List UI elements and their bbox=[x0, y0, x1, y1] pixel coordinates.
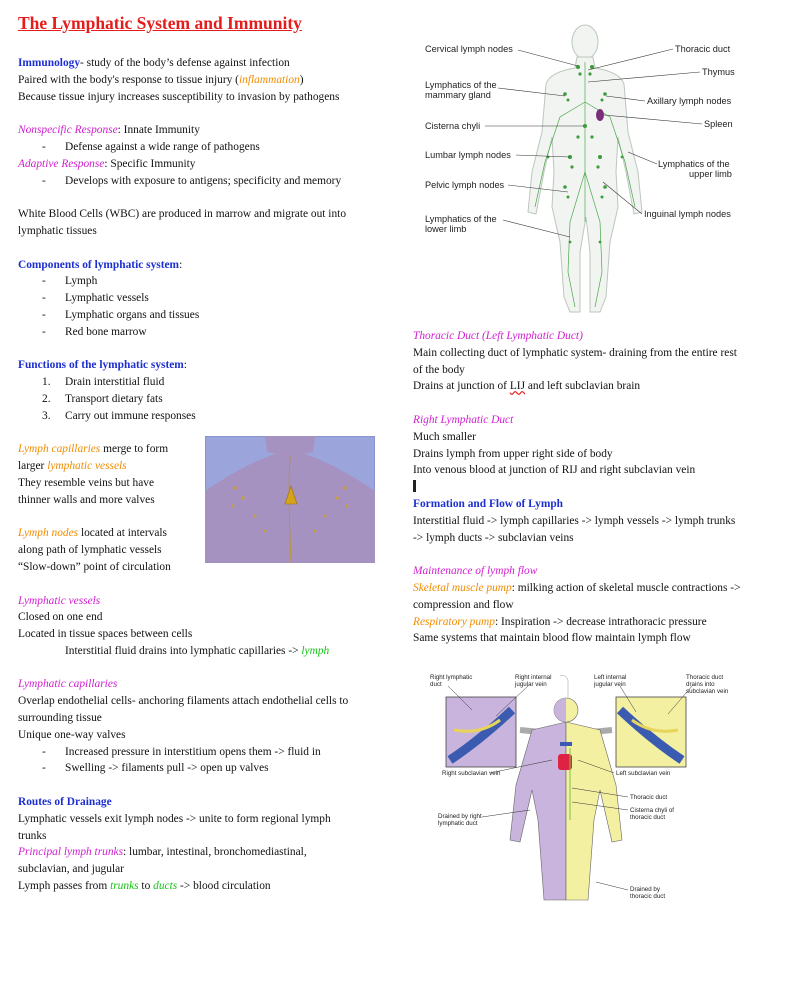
fig1-label: Lymphatics of the bbox=[425, 80, 497, 90]
fig3-label: subclavian vein bbox=[686, 688, 729, 695]
colon: : bbox=[179, 258, 183, 271]
fig1-label: Pelvic lymph nodes bbox=[425, 180, 505, 190]
fig3-label: drains into bbox=[686, 681, 715, 688]
bullet-marker: - bbox=[42, 275, 46, 288]
fig1-label: Inguinal lymph nodes bbox=[644, 209, 731, 219]
routes-l4: subclavian, and jugular bbox=[18, 863, 124, 876]
list-number: 3. bbox=[42, 409, 51, 422]
routes-l5-pre: Lymph passes from bbox=[18, 880, 111, 893]
nonspecific-term: Nonspecific Response bbox=[18, 124, 118, 137]
adaptive-line bbox=[18, 156, 388, 173]
fig3-label: lymphatic duct bbox=[438, 820, 478, 827]
list-number: 1. bbox=[42, 376, 51, 389]
page-title-block bbox=[18, 12, 302, 34]
function-item-text: Transport dietary fats bbox=[65, 392, 163, 405]
routes-l5-mid: to bbox=[138, 880, 154, 893]
rld-l1: Much smaller bbox=[413, 430, 476, 443]
thoracic-l3 bbox=[413, 378, 783, 395]
lcap-b1-text: Increased pressure in interstitium opens them -> fluid in bbox=[65, 745, 321, 758]
nodes-l3: “Slow-down” point of circulation bbox=[18, 560, 171, 573]
component-item-text: Red bone marrow bbox=[65, 325, 147, 338]
maint-p3: : Inspiration -> decrease intrathoracic pressure bbox=[494, 615, 707, 628]
lcap-l3: Unique one-way valves bbox=[18, 728, 126, 741]
component-item-text: Lymphatic organs and tissues bbox=[65, 308, 200, 321]
functions-heading bbox=[18, 357, 388, 374]
fig3-label: jugular vein bbox=[594, 681, 626, 688]
cap-p1: merge to form bbox=[100, 443, 169, 456]
fig3-label: thoracic duct bbox=[630, 814, 666, 821]
immunology-line bbox=[18, 55, 388, 72]
fig1-label: mammary gland bbox=[425, 90, 491, 100]
maint-l3 bbox=[413, 614, 783, 631]
bullet-marker: - bbox=[42, 140, 46, 153]
rld-heading: Right Lymphatic Duct bbox=[413, 413, 514, 426]
fig3-label: Right subclavian vein bbox=[442, 770, 501, 777]
vessels-l3 bbox=[18, 643, 388, 660]
nodes-p1: located at intervals bbox=[78, 527, 167, 540]
function-item-text: Drain interstitial fluid bbox=[65, 376, 165, 389]
fig1-label: Spleen bbox=[704, 119, 733, 129]
inflammation-term: inflammation bbox=[238, 73, 300, 86]
bullet-marker: - bbox=[42, 174, 46, 187]
bullet-marker: - bbox=[42, 745, 46, 758]
components-heading-text: Components of lymphatic system bbox=[18, 258, 180, 271]
fig3-label: Thoracic duct bbox=[686, 674, 724, 681]
text-cursor-line bbox=[413, 479, 783, 496]
bullet-marker: - bbox=[42, 762, 46, 775]
fig3-label: Drained by bbox=[630, 886, 660, 893]
vessels-l3-pre: Interstitial fluid drains into lymphatic capillaries -> bbox=[65, 644, 302, 657]
maint-l4: Same systems that maintain blood flow maintain lymph flow bbox=[413, 632, 691, 645]
adaptive-def: : Specific Immunity bbox=[104, 157, 196, 170]
imm-l2-post: ) bbox=[299, 73, 304, 86]
function-item bbox=[18, 391, 388, 408]
fig3-label: Cisterna chyli of bbox=[630, 807, 675, 814]
ducts-term: ducts bbox=[153, 880, 178, 893]
fig1-label: Lumbar lymph nodes bbox=[425, 150, 511, 160]
chest-lymph-image bbox=[205, 436, 375, 563]
text-cursor-icon bbox=[413, 480, 416, 492]
routes-l5 bbox=[18, 878, 388, 895]
capillaries-intro-l3: They resemble veins but have bbox=[18, 476, 155, 489]
immunology-line3: Because tissue injury increases susceptibility to invasion by pathogens bbox=[18, 90, 340, 103]
bullet-marker: - bbox=[42, 325, 46, 338]
cap-p2: larger bbox=[18, 460, 48, 473]
fig3-label: Right internal bbox=[515, 674, 552, 681]
routes-heading: Routes of Drainage bbox=[18, 796, 112, 809]
thoracic-l1: Main collecting duct of lymphatic system- draining from the entire rest bbox=[413, 346, 737, 359]
fig1-label: Cisterna chyli bbox=[425, 121, 481, 131]
lcap-b2-text: Swelling -> filaments pull -> open up valves bbox=[65, 762, 269, 775]
lcap-bullet2 bbox=[18, 760, 388, 777]
adaptive-bullet-text: Develops with exposure to antigens; specificity and memory bbox=[65, 174, 342, 187]
maint-p1: : milking action of skeletal muscle contractions -> bbox=[511, 581, 741, 594]
nonspecific-line bbox=[18, 122, 388, 139]
component-item bbox=[18, 273, 388, 290]
fig3-label: Right lymphatic bbox=[430, 674, 473, 681]
function-item bbox=[18, 374, 388, 391]
function-item-text: Carry out immune responses bbox=[65, 409, 196, 422]
flow-l2: -> lymph ducts -> subclavian veins bbox=[413, 531, 574, 544]
routes-l5-post: -> blood circulation bbox=[177, 880, 271, 893]
lij-abbrev: LIJ bbox=[509, 380, 525, 393]
flow-heading: Formation and Flow of Lymph bbox=[413, 497, 563, 510]
functions-heading-text: Functions of the lymphatic system bbox=[18, 359, 184, 372]
lymph-capillaries-term: Lymph capillaries bbox=[18, 443, 101, 456]
fig1-label: Lymphatics of the bbox=[425, 214, 497, 224]
routes-l1: Lymphatic vessels exit lymph nodes -> unite to form regional lymph bbox=[18, 812, 331, 825]
component-item-text: Lymph bbox=[65, 275, 98, 288]
drainage-figure bbox=[420, 670, 790, 905]
components-heading bbox=[18, 257, 388, 274]
thoracic-heading: Thoracic Duct (Left Lymphatic Duct) bbox=[413, 330, 583, 342]
lcap-l2: surrounding tissue bbox=[18, 712, 102, 725]
functions-list bbox=[18, 374, 388, 424]
component-item bbox=[18, 307, 388, 324]
respiratory-pump-term: Respiratory pump bbox=[413, 615, 495, 628]
list-number: 2. bbox=[42, 392, 51, 405]
flow-l1: Interstitial fluid -> lymph capillaries -> lymph vessels -> lymph trunks bbox=[413, 514, 736, 527]
vessels-heading: Lymphatic vessels bbox=[18, 594, 101, 607]
nonspecific-bullet bbox=[18, 139, 388, 156]
imm-l2-pre: Paired with the body's response to tissue injury ( bbox=[18, 73, 239, 86]
maint-l2: compression and flow bbox=[413, 598, 514, 611]
fig1-label: Cervical lymph nodes bbox=[425, 44, 513, 54]
fig3-label: Drained by right bbox=[438, 813, 482, 820]
right-column bbox=[413, 328, 783, 647]
capillaries-intro-l4: thinner walls and more valves bbox=[18, 493, 155, 506]
fig1-label: upper limb bbox=[689, 169, 732, 179]
nonspecific-def: : Innate Immunity bbox=[117, 124, 200, 137]
nodes-l2: along path of lymphatic vessels bbox=[18, 544, 162, 557]
vessels-l1: Closed on one end bbox=[18, 611, 103, 624]
fig3-label: thoracic duct bbox=[630, 893, 666, 900]
drainage-diagram bbox=[420, 670, 790, 905]
rld-l3: Into venous blood at junction of RIJ and right subclavian vein bbox=[413, 464, 696, 477]
principal-trunks-term: Principal lymph trunks bbox=[18, 846, 124, 859]
adaptive-term: Adaptive Response bbox=[18, 157, 105, 170]
maint-l1 bbox=[413, 580, 783, 597]
lymphatic-vessels-term: lymphatic vessels bbox=[47, 460, 127, 473]
rld-l2: Drains lymph from upper right side of body bbox=[413, 447, 613, 460]
bullet-marker: - bbox=[42, 308, 46, 321]
component-item bbox=[18, 324, 388, 341]
lymph-nodes-term: Lymph nodes bbox=[18, 527, 79, 540]
wbc-line1: White Blood Cells (WBC) are produced in marrow and migrate out into bbox=[18, 208, 347, 221]
fig3-label: jugular vein bbox=[515, 681, 547, 688]
routes-l3 bbox=[18, 844, 388, 861]
fig1-label: Thymus bbox=[702, 67, 735, 77]
fig1-label: Thoracic duct bbox=[675, 44, 731, 54]
wbc-line2: lymphatic tissues bbox=[18, 224, 97, 237]
immunology-term: Immunology bbox=[18, 57, 81, 69]
vessels-l2: Located in tissue spaces between cells bbox=[18, 628, 193, 641]
colon: : bbox=[183, 359, 187, 372]
lymph-term: lymph bbox=[301, 644, 330, 657]
thoracic-l3-pre: Drains at junction of bbox=[413, 380, 510, 393]
component-item-text: Lymphatic vessels bbox=[65, 292, 149, 305]
lcap-heading: Lymphatic capillaries bbox=[18, 678, 118, 691]
immunology-def: - study of the body’s defense against infection bbox=[80, 57, 290, 69]
page-title: The Lymphatic System and Immunity bbox=[18, 13, 302, 33]
fig3-label: Thoracic duct bbox=[630, 794, 668, 801]
skeletal-pump-term: Skeletal muscle pump bbox=[413, 581, 512, 594]
routes-l2: trunks bbox=[18, 829, 47, 842]
fig3-label: duct bbox=[430, 681, 442, 688]
lcap-l1: Overlap endothelial cells- anchoring filaments attach endothelial cells to bbox=[18, 695, 349, 708]
maint-heading: Maintenance of lymph flow bbox=[413, 565, 538, 578]
routes-l3-text: : lumbar, intestinal, bronchomediastinal, bbox=[123, 846, 307, 859]
fig1-label: Axillary lymph nodes bbox=[647, 96, 732, 106]
immunology-line2 bbox=[18, 72, 388, 89]
nonspecific-bullet-text: Defense against a wide range of pathogens bbox=[65, 140, 260, 153]
thoracic-l2: of the body bbox=[413, 363, 465, 376]
lymphatic-system-figure bbox=[420, 22, 790, 317]
chest-lymph-figure bbox=[205, 436, 375, 563]
fig1-label: Lymphatics of the bbox=[658, 159, 730, 169]
fig3-label: Left internal bbox=[594, 674, 627, 681]
function-item bbox=[18, 408, 388, 425]
fig3-label: Left subclavian vein bbox=[616, 770, 671, 777]
bullet-marker: - bbox=[42, 292, 46, 305]
fig1-label: lower limb bbox=[425, 224, 467, 234]
component-item bbox=[18, 290, 388, 307]
thoracic-l3-post: and left subclavian brain bbox=[525, 380, 641, 393]
lcap-bullet1 bbox=[18, 744, 388, 761]
adaptive-bullet bbox=[18, 173, 388, 190]
components-list bbox=[18, 273, 388, 340]
trunks-term: trunks bbox=[110, 880, 139, 893]
